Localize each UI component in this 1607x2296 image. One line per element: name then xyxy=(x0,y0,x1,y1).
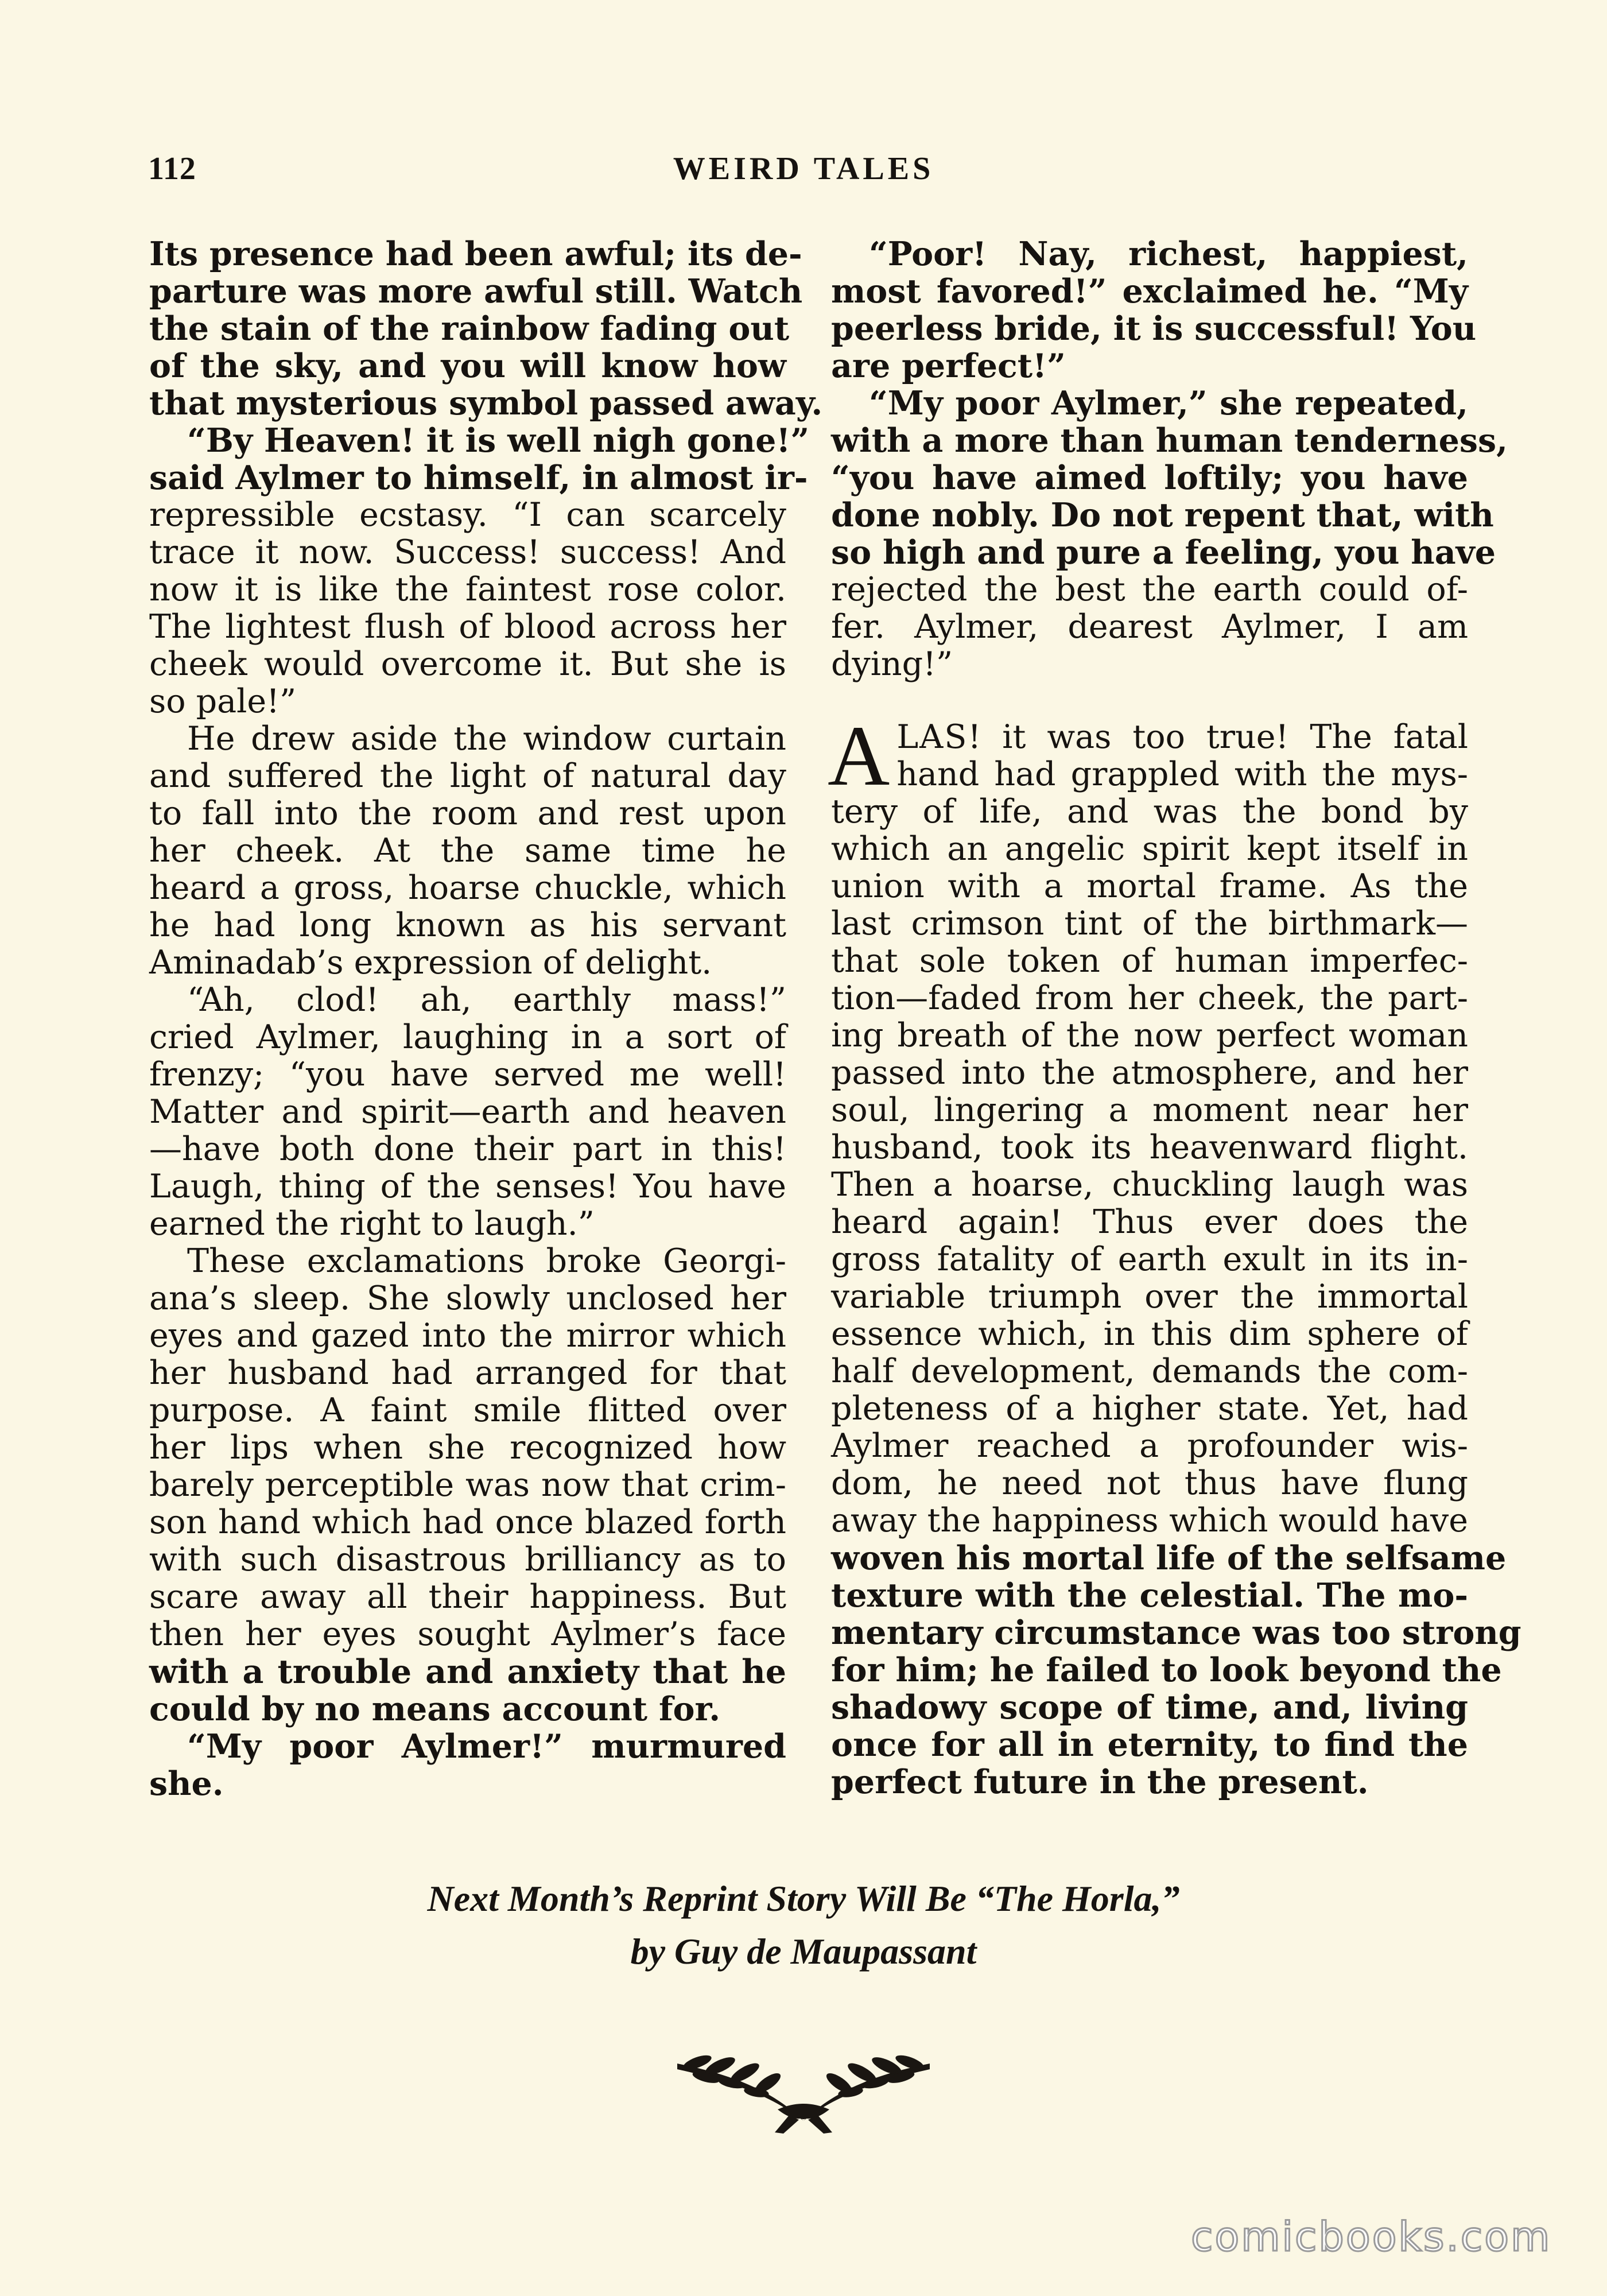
text-line: which an angelic spirit kept itself in xyxy=(831,830,1468,868)
text-line: Aminadab’s expression of delight. xyxy=(149,944,712,982)
text-line: “By Heaven! it is well nigh gone!” xyxy=(187,421,810,460)
text-line: parture was more awful still. Watch xyxy=(149,272,803,311)
text-line: Aylmer reached a profounder wis- xyxy=(831,1427,1468,1465)
text-line: woven his mortal life of the selfsame xyxy=(831,1539,1507,1577)
text-line: pleteness of a higher state. Yet, had xyxy=(831,1390,1468,1428)
text-line: husband, took its heavenward flight. xyxy=(831,1128,1468,1166)
text-line: her lips when she recognized how xyxy=(149,1429,786,1467)
text-line: with a more than human tenderness, xyxy=(831,421,1508,460)
text-line: half development, demands the com- xyxy=(831,1352,1468,1390)
drop-cap-smallcaps: LAS xyxy=(896,718,968,756)
text-line: Matter and spirit—earth and heaven xyxy=(149,1093,786,1131)
drop-cap-line-2: hand had grappled with the mys- xyxy=(896,755,1468,793)
text-line: that sole token of human imperfec- xyxy=(831,942,1468,980)
text-line: he had long known as his servant xyxy=(149,906,786,944)
text-line: union with a mortal frame. As the xyxy=(831,867,1468,905)
text-line: “Poor! Nay, richest, happiest, xyxy=(869,235,1468,273)
text-line: now it is like the faintest rose color. xyxy=(149,571,786,608)
text-line: and suffered the light of natural day xyxy=(149,757,786,795)
text-line: passed into the atmosphere, and her xyxy=(831,1054,1468,1092)
text-line: heard again! Thus ever does the xyxy=(831,1203,1468,1241)
next-month-teaser xyxy=(0,1872,1607,1978)
text-line: tion—faded from her cheek, the part- xyxy=(831,979,1468,1017)
text-line: These exclamations broke Georgi- xyxy=(187,1242,786,1280)
laurel-branches-ornament-icon xyxy=(666,2041,941,2138)
text-line: for him; he failed to look beyond the xyxy=(831,1651,1502,1689)
drop-cap-line-1 xyxy=(831,719,1468,756)
drop-cap-paragraph xyxy=(828,708,1468,804)
text-line: ana’s sleep. She slowly unclosed her xyxy=(149,1279,786,1317)
text-line: the stain of the rainbow fading out xyxy=(149,309,790,348)
text-line: tery of life, and was the bond by xyxy=(831,793,1468,831)
drop-cap-line-1-text: ! it was too true! The fatal xyxy=(968,718,1468,756)
text-line: her cheek. At the same time he xyxy=(149,832,786,870)
text-line: “My poor Aylmer,” she repeated, xyxy=(869,384,1468,422)
teaser-line-2: by Guy de Maupassant xyxy=(630,1931,977,1972)
text-line: so pale!” xyxy=(149,682,297,720)
text-line: with such disastrous brilliancy as to xyxy=(149,1541,786,1578)
text-line: He drew aside the window curtain xyxy=(187,720,786,758)
text-line: ing breath of the now perfect woman xyxy=(831,1017,1468,1054)
text-line: barely perceptible was now that crim- xyxy=(149,1466,786,1504)
text-line: dying!” xyxy=(831,645,953,683)
text-line: away the happiness which would have xyxy=(831,1502,1468,1539)
running-head: WEIRD TALES xyxy=(673,151,934,187)
text-line: are perfect!” xyxy=(831,347,1066,385)
text-line: purpose. A faint smile flitted over xyxy=(149,1391,786,1429)
text-line: once for all in eternity, to find the xyxy=(831,1725,1468,1764)
text-line: cried Aylmer, laughing in a sort of xyxy=(149,1018,786,1056)
text-line: “you have aimed loftily; you have xyxy=(831,459,1468,497)
text-line: earned the right to laugh.” xyxy=(149,1205,595,1243)
text-line: then her eyes sought Aylmer’s face xyxy=(149,1615,786,1653)
text-line: Then a hoarse, chuckling laugh was xyxy=(831,1166,1468,1204)
text-line: “My poor Aylmer!” murmured xyxy=(187,1727,786,1766)
text-line: rejected the best the earth could of- xyxy=(831,571,1468,608)
text-line: could by no means account for. xyxy=(149,1690,721,1728)
text-line: with a trouble and anxiety that he xyxy=(149,1653,786,1691)
text-line: frenzy; “you have served me well! xyxy=(149,1056,786,1093)
text-line: so high and pure a feeling, you have xyxy=(831,533,1496,572)
text-line: last crimson tint of the birthmark— xyxy=(831,905,1468,943)
drop-cap-letter: A xyxy=(828,708,890,804)
text-line: that mysterious symbol passed away. xyxy=(149,384,823,422)
text-line: eyes and gazed into the mirror which xyxy=(149,1317,786,1355)
text-line: gross fatality of earth exult in its in- xyxy=(831,1240,1468,1278)
text-line: Its presence had been awful; its de- xyxy=(149,235,802,273)
text-line: scare away all their happiness. But xyxy=(149,1578,786,1616)
text-line: dom, he need not thus have flung xyxy=(831,1464,1468,1502)
text-line: her husband had arranged for that xyxy=(149,1354,786,1392)
right-column xyxy=(828,235,1521,1801)
text-line: Laugh, thing of the senses! You have xyxy=(149,1168,786,1205)
text-line: variable triumph over the immortal xyxy=(831,1278,1468,1316)
text-line: trace it now. Success! success! And xyxy=(149,533,786,571)
section-break xyxy=(831,683,1468,719)
teaser-line-1: Next Month’s Reprint Story Will Be “The Horla,” xyxy=(427,1878,1180,1919)
text-line: soul, lingering a moment near her xyxy=(831,1091,1468,1129)
text-line: The lightest flush of blood across her xyxy=(149,608,786,646)
text-line: shadowy scope of time, and, living xyxy=(831,1688,1468,1727)
text-line: heard a gross, hoarse chuckle, which xyxy=(149,869,786,907)
text-line: cheek would overcome it. But she is xyxy=(149,645,786,683)
text-line: of the sky, and you will know how xyxy=(149,347,786,385)
text-line: “Ah, clod! ah, earthly mass!” xyxy=(187,981,786,1019)
text-line: mentary circumstance was too strong xyxy=(831,1614,1521,1652)
text-line: most favored!” exclaimed he. “My xyxy=(831,272,1468,311)
text-line: done nobly. Do not repent that, with xyxy=(831,496,1494,534)
watermark: comicbooks.com xyxy=(1191,2213,1552,2260)
text-line: fer. Aylmer, dearest Aylmer, I am xyxy=(831,608,1468,646)
text-line: said Aylmer to himself, in almost ir- xyxy=(149,459,808,497)
text-line: essence which, in this dim sphere of xyxy=(831,1315,1468,1353)
text-line: repressible ecstasy. “I can scarcely xyxy=(149,496,786,534)
text-line: she. xyxy=(149,1764,224,1803)
text-line: to fall into the room and rest upon xyxy=(149,794,786,832)
text-line: peerless bride, it is successful! You xyxy=(831,309,1477,348)
page-number: 112 xyxy=(148,151,196,187)
text-line: texture with the celestial. The mo- xyxy=(831,1576,1468,1615)
text-line: perfect future in the present. xyxy=(831,1763,1369,1801)
text-line: —have both done their part in this! xyxy=(149,1130,786,1168)
text-line: son hand which had once blazed forth xyxy=(149,1503,786,1541)
left-column xyxy=(149,235,823,1803)
